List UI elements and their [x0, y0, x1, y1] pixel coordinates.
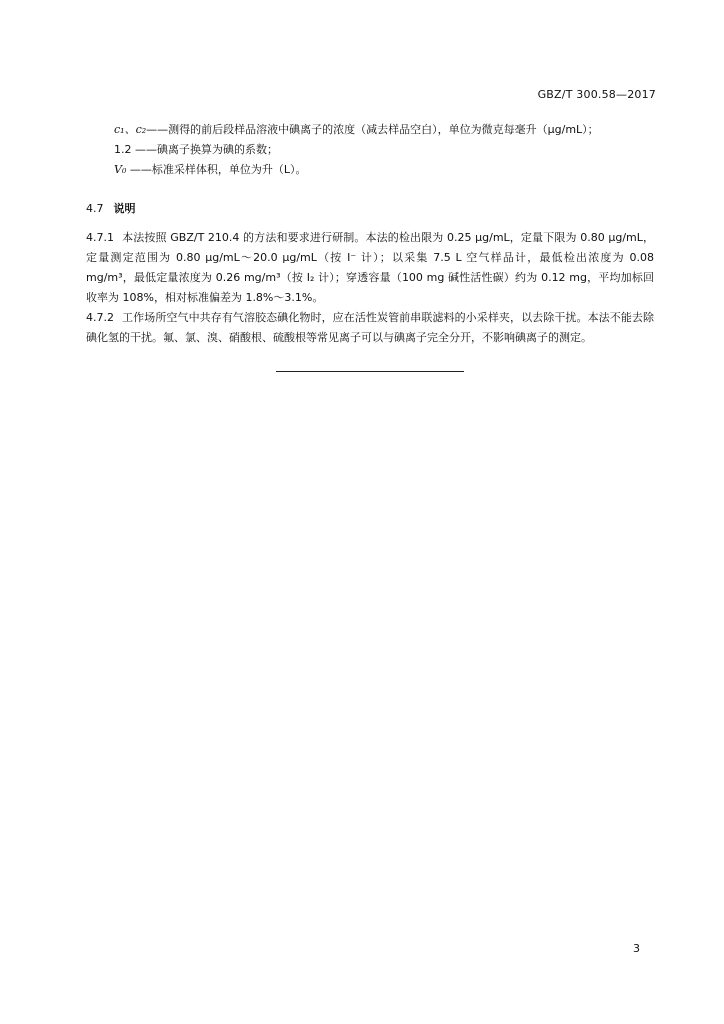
- definition-c1-c2: [114, 120, 654, 140]
- end-rule: [276, 371, 464, 372]
- definition-text: ——碘离子换算为碘的系数；: [131, 143, 278, 156]
- paragraph-number: 4.7.1: [86, 231, 114, 244]
- definition-text: ——测得的前后段样品溶液中碘离子的浓度（减去样品空白），单位为微克每毫升（μg/mL）；: [146, 123, 599, 136]
- paragraph-4-7-1: [86, 228, 654, 308]
- symbol-c1-c2: c₁、c₂: [114, 123, 147, 136]
- paragraph-number: 4.7.2: [86, 311, 114, 324]
- symbol-v0: V₀: [114, 163, 127, 176]
- paragraph-text: 工作场所空气中共存有气溶胶态碘化物时，应在活性炭管前串联滤料的小采样夹，以去除干扰。本法不能去除碘化氢的干扰。氟、氯、溴、硝酸根、硫酸根等常见离子可以与碘离子完全分开，不影响碘离子的测定。: [86, 311, 654, 344]
- section-heading: [86, 199, 654, 219]
- definition-text: ——标准采样体积，单位为升（L）。: [126, 163, 307, 176]
- page-number: 3: [633, 942, 640, 955]
- section-title: 说明: [113, 202, 136, 215]
- symbol-factor: 1.2: [114, 143, 132, 156]
- section-number: 4.7: [86, 202, 104, 215]
- definition-factor: [114, 140, 654, 160]
- paragraph-4-7-2: [86, 308, 654, 348]
- document-code: GBZ/T 300.58—2017: [537, 88, 656, 101]
- document-body: [86, 120, 654, 348]
- definition-v0: [114, 160, 654, 180]
- paragraph-text: 本法按照 GBZ/T 210.4 的方法和要求进行研制。本法的检出限为 0.25 μg/mL，定量下限为 0.80 μg/mL，定量测定范围为 0.80 μg/mL～20.0 μg/mL（按 I⁻ 计）；以采集 7.5 L 空气样品计，最低检出浓度为 0.08 mg/m³，最低定量浓度为 0.26 mg/m³（按 I₂ 计）；穿透容量（100 mg 碱性活性碳）约为 0.12 mg，平均加标回收率为 108%，相对标准偏差为 1.8%～3.1%。: [86, 231, 654, 304]
